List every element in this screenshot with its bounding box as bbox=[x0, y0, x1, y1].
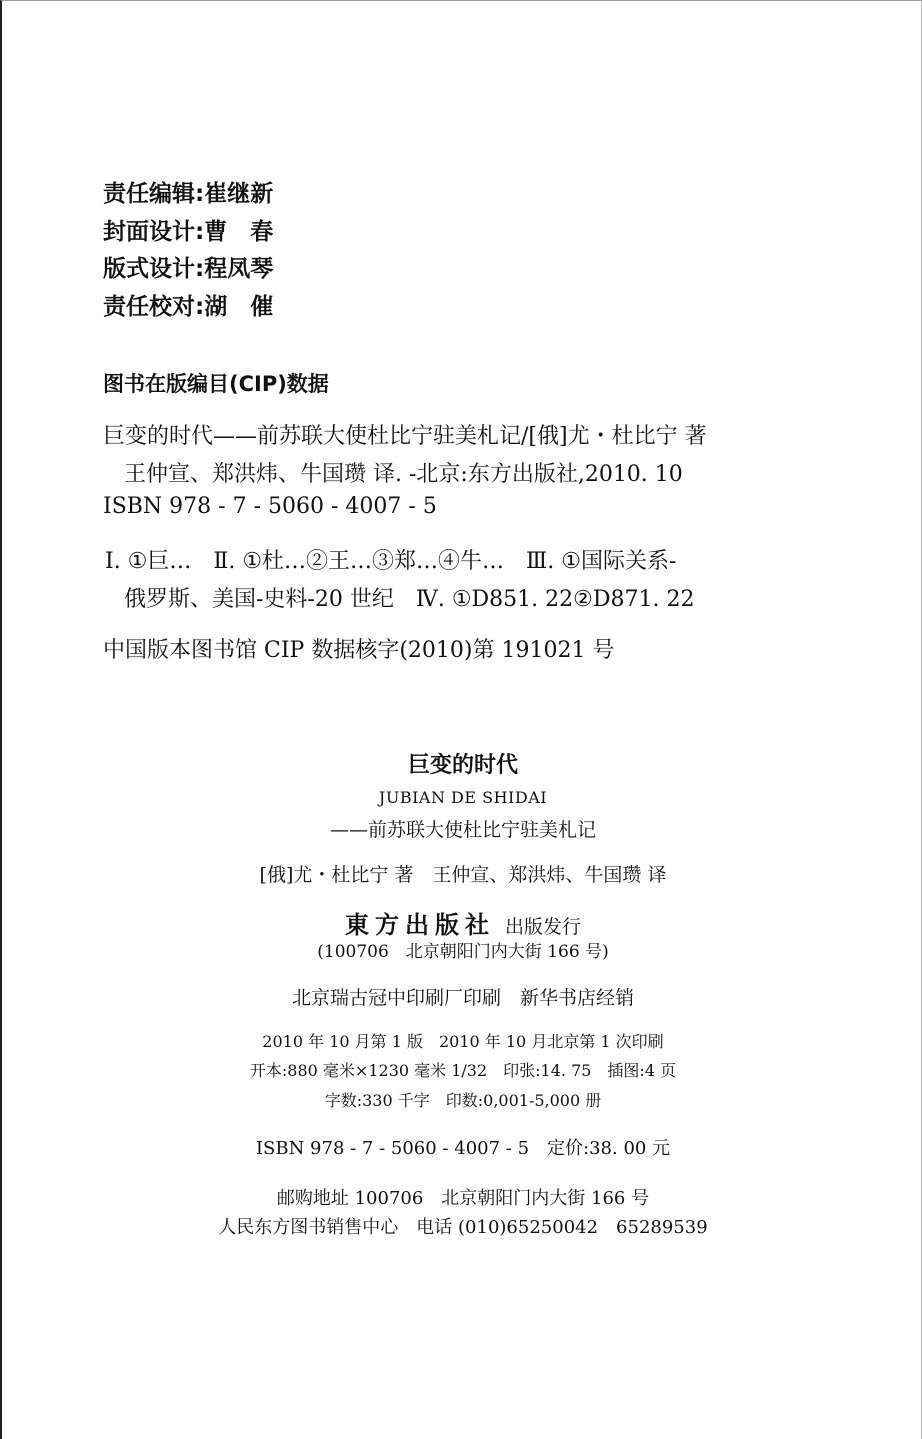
isbn-price: ISBN 978 - 7 - 5060 - 4007 - 5 定价:38. 00 元 bbox=[255, 1138, 671, 1159]
format-info: 开本:880 毫米×1230 毫米 1/32 印张:14. 75 插图:4 页 bbox=[249, 1061, 677, 1080]
publisher-line bbox=[2, 905, 922, 940]
cip-classification-line-1: Ⅰ. ①巨… Ⅱ. ①杜…②王…③郑…④牛… Ⅲ. ①国际关系- bbox=[105, 549, 677, 574]
edition-info: 2010 年 10 月第 1 版 2010 年 10 月北京第 1 次印刷 bbox=[262, 1032, 664, 1051]
mail-order-address: 邮购地址 100706 北京朝阳门内大街 166 号 bbox=[276, 1188, 650, 1209]
cip-heading: 图书在版编目(CIP)数据 bbox=[103, 372, 329, 396]
cip-classification-line-2: 俄罗斯、美国-史料-20 世纪 Ⅳ. ①D851. 22②D871. 22 bbox=[124, 587, 695, 612]
cip-isbn-line: ISBN 978 - 7 - 5060 - 4007 - 5 bbox=[103, 494, 437, 519]
publisher-address: (100706 北京朝阳门内大街 166 号) bbox=[317, 942, 609, 962]
book-title: 巨变的时代 bbox=[407, 753, 518, 778]
cip-translator-line: 王仲宣、郑洪炜、牛国瓒 译. -北京:东方出版社,2010. 10 bbox=[124, 462, 683, 487]
editor-credit: 责任编辑:崔继新 bbox=[103, 181, 274, 207]
layout-design-credit: 版式设计:程凤琴 bbox=[103, 256, 274, 282]
proofreader-credit: 责任校对:湖 催 bbox=[103, 293, 274, 320]
publisher-role: 出版发行 bbox=[504, 916, 581, 938]
book-subtitle: ——前苏联大使杜比宁驻美札记 bbox=[329, 819, 596, 841]
publisher-name: 東方出版社 bbox=[344, 910, 495, 939]
cip-verification-line: 中国版本图书馆 CIP 数据核字(2010)第 191021 号 bbox=[103, 638, 615, 663]
sales-center-phone: 人民东方图书销售中心 电话 (010)65250042 65289539 bbox=[218, 1217, 708, 1238]
book-title-pinyin: JUBIAN DE SHIDAI bbox=[378, 788, 548, 807]
printer-distributor: 北京瑞古冠中印刷厂印刷 新华书店经销 bbox=[291, 987, 634, 1009]
cip-title-line: 巨变的时代——前苏联大使杜比宁驻美札记/[俄]尤・杜比宁 著 bbox=[103, 424, 707, 449]
author-translators: [俄]尤・杜比宁 著 王仲宣、郑洪炜、牛国瓒 译 bbox=[259, 864, 667, 886]
credits-block bbox=[103, 176, 273, 326]
cover-design-credit: 封面设计:曹 春 bbox=[103, 218, 274, 245]
wordcount-info: 字数:330 千字 印数:0,001-5,000 册 bbox=[324, 1091, 602, 1110]
